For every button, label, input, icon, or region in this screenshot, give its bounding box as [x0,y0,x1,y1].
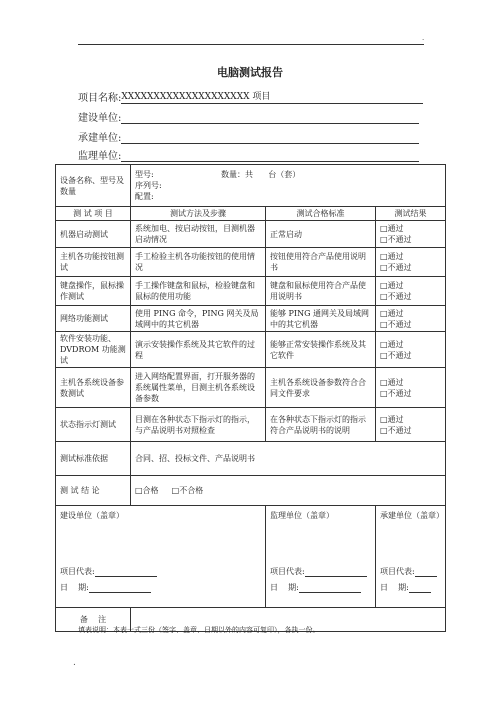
date-label: 日 期: [270,583,299,592]
pass-checkbox[interactable]: □通过 [380,377,404,387]
pass-checkbox[interactable]: □通过 [380,224,404,233]
builder-field [78,110,419,124]
footer-mark: . [73,658,76,668]
project-field [78,90,423,104]
pass-checkbox[interactable]: □通过 [380,339,404,349]
contractor-label: 承建单位: [78,133,122,144]
row-item: 键盘操作，鼠标操作测试 [56,277,131,306]
row-standard: 主机各系统设备参数符合合同文件要求 [266,368,376,408]
device-row [56,165,446,207]
date-label: 日 期: [60,583,89,592]
conclusion-label: 测 试 结 论 [56,476,131,506]
pass-checkbox[interactable]: □通过 [380,308,404,318]
signature-row [56,506,446,608]
header-rule [78,44,424,45]
row-standard: 能够 PING 通网关及局域网中的其它机器 [266,306,376,332]
row-item: 主机各功能按钮测试 [56,248,131,277]
header-standard: 测试合格标准 [266,207,376,221]
contractor-signature [376,506,446,608]
header-mark: . [422,34,425,42]
row-method: 使用 PING 命令，PING 网关及局域网中的其它机器 [131,306,266,332]
signature-title: 建设单位（盖章） [60,511,124,520]
fail-checkbox[interactable]: □不通过 [380,235,412,244]
row-result [376,277,446,306]
row-item: 软件安装功能、DVDROM 功能测试 [56,332,131,368]
header-method: 测试方法及步骤 [131,207,266,221]
row-result [376,248,446,277]
basis-label: 测试标准依据 [56,442,131,476]
report-table [55,164,446,632]
table-row [56,221,446,248]
table-row [56,408,446,442]
serial-label: 序列号: [135,181,162,190]
page-title: 电脑测试报告 [217,66,283,79]
row-result [376,332,446,368]
basis-row [56,442,446,476]
pass-checkbox[interactable]: □通过 [380,414,404,424]
row-result [376,408,446,442]
supervisor-signature [266,506,376,608]
representative-line[interactable] [305,567,367,577]
representative-line[interactable] [415,567,437,577]
row-result [376,306,446,332]
form-note: 填表说明：本表一式三份（签字、盖章、日期以外的内容可复印），各执一份。 [78,626,320,634]
row-method: 手工检验主机各功能按钮的使用情况 [131,248,266,277]
fail-checkbox[interactable]: □不通过 [380,425,412,435]
device-label: 设备名称、型号及数量 [56,165,131,207]
representative-label: 项目代表: [380,567,415,576]
supervisor-label: 监理单位: [78,151,122,162]
row-item: 网络功能测试 [56,306,131,332]
representative-label: 项目代表: [270,567,305,576]
row-item: 机器启动测试 [56,221,131,248]
project-value: XXXXXXXXXXXXXXXXXXXX 项目 [121,91,423,104]
model-label: 型号: [135,170,154,179]
date-label: 日 期: [380,583,409,592]
date-line[interactable] [299,583,361,593]
table-row [56,277,446,306]
fail-checkbox[interactable]: □不通过 [380,350,412,360]
row-method: 目测在各种状态下指示灯的指示，与产品说明书对照检查 [131,408,266,442]
pass-checkbox[interactable]: □通过 [380,252,404,261]
row-method: 演示安装操作系统及其它软件的过程 [131,332,266,368]
row-result [376,221,446,248]
row-standard: 能够正常安装操作系统及其它软件 [266,332,376,368]
table-header-row [56,207,446,221]
table-row [56,248,446,277]
qualified-checkbox[interactable]: □合格 [135,486,159,495]
fail-checkbox[interactable]: □不通过 [380,388,412,398]
builder-label: 建设单位: [78,113,122,124]
table-row [56,332,446,368]
project-label: 项目名称: [78,93,122,104]
table-row [56,306,446,332]
representative-label: 项目代表: [60,567,95,576]
builder-signature [56,506,266,608]
row-item: 状态指示灯测试 [56,408,131,442]
supervisor-value [121,149,419,162]
basis-value: 合同、招、投标文件、产品说明书 [131,442,446,476]
contractor-field [78,130,419,144]
pass-checkbox[interactable]: □通过 [380,281,404,290]
header-item: 测 试 项 目 [56,207,131,221]
row-method: 手工操作键盘和鼠标，检验键盘和鼠标的使用功能 [131,277,266,306]
builder-value [121,111,419,124]
conclusion-options [131,476,446,506]
fail-checkbox[interactable]: □不通过 [380,263,412,272]
row-standard: 正常启动 [266,221,376,248]
supervisor-field [78,148,419,162]
row-method: 进入网络配置界面，打开服务器的系统属性菜单，目测主机各系统设备参数 [131,368,266,408]
date-line[interactable] [89,583,151,593]
signature-title: 监理单位（盖章） [270,511,334,520]
row-result [376,368,446,408]
date-line[interactable] [409,583,431,593]
config-label: 配置: [135,192,154,201]
fail-checkbox[interactable]: □不通过 [380,319,412,329]
representative-line[interactable] [95,567,157,577]
contractor-value [121,131,419,144]
row-standard: 在各种状态下指示灯的指示符合产品说明书的说明 [266,408,376,442]
row-standard: 键盘和鼠标使用符合产品使用说明书 [266,277,376,306]
row-standard: 按钮使用符合产品使用说明书 [266,248,376,277]
header-result: 测试结果 [376,207,446,221]
fail-checkbox[interactable]: □不通过 [380,292,412,301]
remark-label: 备 注 [56,608,131,632]
unqualified-checkbox[interactable]: □不合格 [171,486,204,495]
quantity-label: 数量：共 台（套） [221,170,301,179]
conclusion-row [56,476,446,506]
device-info [131,165,446,207]
row-method: 系统加电、按启动按钮，目测机器启动情况 [131,221,266,248]
row-item: 主机各系统设备参数测试 [56,368,131,408]
table-row [56,368,446,408]
signature-title: 承建单位（盖章） [380,511,444,520]
